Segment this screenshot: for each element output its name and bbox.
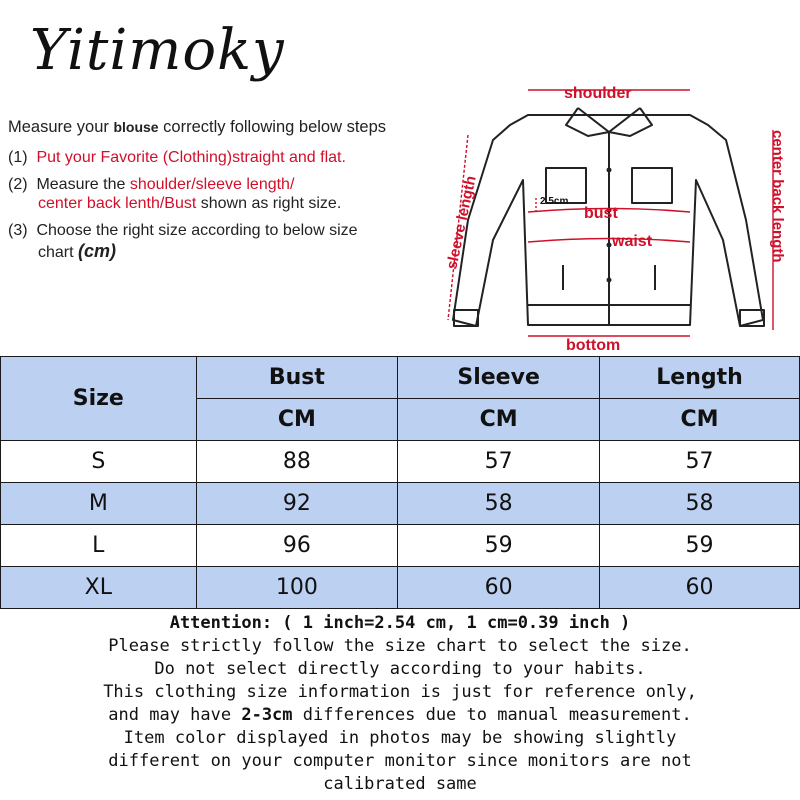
- instructions-headline: [8, 118, 458, 138]
- size-cell: S: [1, 441, 197, 483]
- table-row: [1, 441, 800, 483]
- step-2: [8, 175, 458, 213]
- note-text: and may have: [108, 705, 242, 725]
- headline-part: Measure your: [8, 118, 114, 136]
- note-highlight: 2-3cm: [241, 705, 293, 725]
- sleeve-cell: 57: [398, 441, 600, 483]
- label-center-back-length: center back length: [769, 130, 786, 263]
- step-text: Measure the: [36, 175, 130, 193]
- length-cell: 57: [600, 441, 800, 483]
- sleeve-cell: 58: [398, 483, 600, 525]
- step-text-highlight: center back lenth/Bust: [38, 195, 197, 213]
- step-number: (1): [8, 148, 28, 166]
- headline-part: correctly following below steps: [158, 118, 387, 136]
- label-bottom: bottom: [566, 337, 621, 354]
- note-line: This clothing size information is just for reference only,: [103, 682, 697, 702]
- length-unit: CM: [600, 399, 800, 441]
- sleeve-cell: 60: [398, 567, 600, 609]
- note-line: Please strictly follow the size chart to select the size.: [108, 636, 692, 656]
- step-text: shown as right size.: [196, 195, 342, 213]
- bust-header: Bust: [196, 357, 398, 399]
- size-cell: XL: [1, 567, 197, 609]
- size-cell: M: [1, 483, 197, 525]
- size-cell: L: [1, 525, 197, 567]
- step-number: (3): [8, 222, 28, 240]
- sleeve-unit: CM: [398, 399, 600, 441]
- step-text-highlight: shoulder/sleeve length/: [129, 175, 295, 193]
- note-line: calibrated same: [323, 774, 477, 794]
- bust-unit: CM: [196, 399, 398, 441]
- step-text: chart: [38, 243, 79, 261]
- note-line: different on your computer monitor since monitors are not: [108, 751, 692, 771]
- length-cell: 59: [600, 525, 800, 567]
- label-bust: bust: [584, 205, 618, 222]
- note-text: differences due to manual measurement.: [292, 705, 692, 725]
- table-row: [1, 525, 800, 567]
- bust-cell: 96: [196, 525, 398, 567]
- table-header-row: [1, 357, 800, 399]
- bust-cell: 100: [196, 567, 398, 609]
- note-line: [0, 704, 800, 727]
- note-line: Do not select directly according to your habits.: [154, 659, 646, 679]
- label-shoulder: shoulder: [564, 85, 632, 102]
- attention-title: Attention: ( 1 inch=2.54 cm, 1 cm=0.39 inch ): [169, 613, 631, 633]
- headline-blouse: blouse: [113, 119, 159, 135]
- unit-label: (cm): [78, 240, 117, 261]
- sleeve-cell: 59: [398, 525, 600, 567]
- sleeve-header: Sleeve: [398, 357, 600, 399]
- measure-instructions: [8, 118, 458, 270]
- table-row: [1, 567, 800, 609]
- label-pocket-2-5cm: 2.5cm: [540, 196, 569, 207]
- brand-logo: Yitimoky: [30, 18, 285, 83]
- label-waist: waist: [612, 233, 653, 250]
- step-1: [8, 148, 458, 167]
- length-cell: 60: [600, 567, 800, 609]
- attention-notes: [0, 612, 800, 796]
- size-header: Size: [1, 357, 197, 441]
- step-number: (2): [8, 175, 28, 193]
- length-header: Length: [600, 357, 800, 399]
- length-cell: 58: [600, 483, 800, 525]
- label-sleeve-length: sleeve length: [443, 174, 480, 271]
- size-chart-table: [0, 356, 800, 609]
- step-text: Put your Favorite (Clothing)straight and flat.: [36, 148, 346, 166]
- bust-cell: 88: [196, 441, 398, 483]
- bust-cell: 92: [196, 483, 398, 525]
- note-line: Item color displayed in photos may be showing slightly: [123, 728, 677, 748]
- step-text: Choose the right size according to below size: [36, 222, 358, 240]
- table-row: [1, 483, 800, 525]
- step-3: [8, 221, 458, 262]
- jacket-measurement-diagram: [428, 70, 800, 362]
